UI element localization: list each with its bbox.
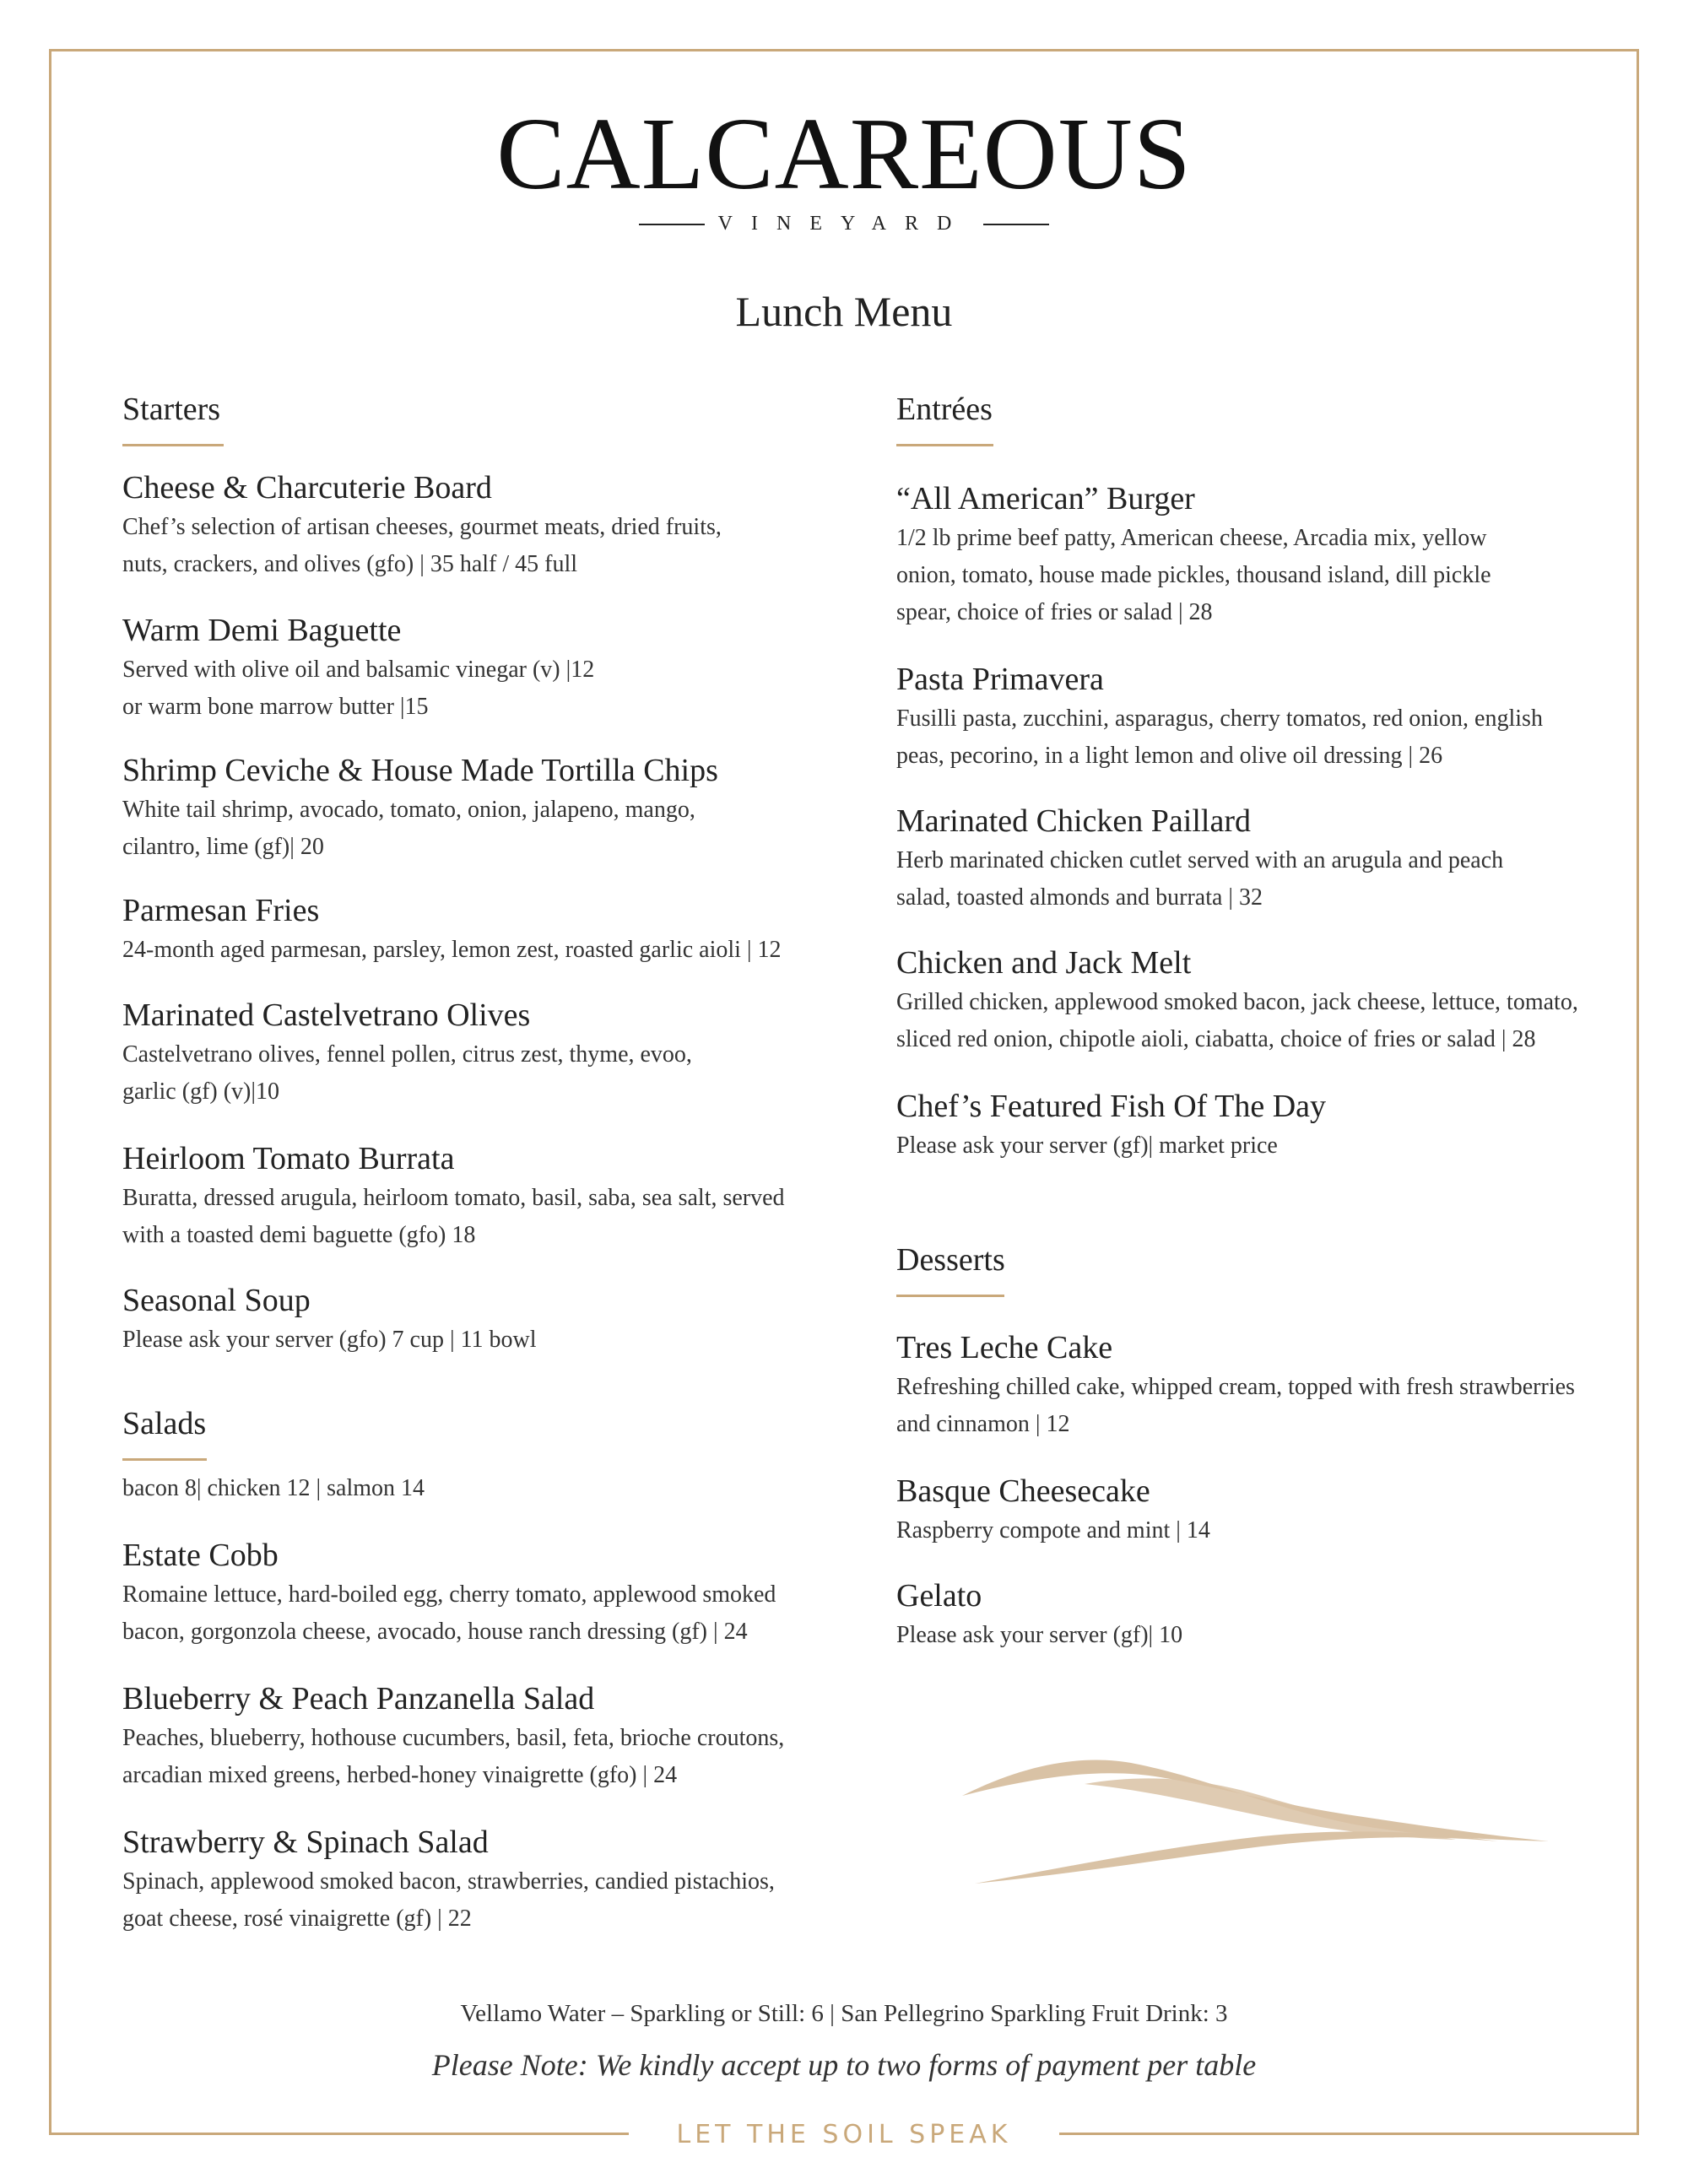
tagline: LET THE SOIL SPEAK bbox=[676, 2120, 1012, 2149]
item-desc: Please ask your server (gf)| market price bbox=[896, 1133, 1278, 1159]
starters-rule bbox=[122, 444, 224, 446]
menu-item bbox=[896, 802, 1656, 916]
item-name: Seasonal Soup bbox=[122, 1283, 311, 1318]
item-desc: Herb marinated chicken cutlet served with an arugula and peach bbox=[896, 847, 1504, 873]
menu-item bbox=[896, 943, 1656, 1058]
menu-item bbox=[122, 611, 882, 726]
menu-item bbox=[122, 1139, 882, 1254]
menu-item bbox=[122, 996, 882, 1111]
subtitle-rule-right bbox=[983, 224, 1049, 225]
brand-subtitle bbox=[0, 213, 1688, 235]
item-desc: onion, tomato, house made pickles, thousand island, dill pickle bbox=[896, 562, 1491, 588]
item-desc: Please ask your server (gf)| 10 bbox=[896, 1622, 1183, 1648]
item-name: Marinated Castelvetrano Olives bbox=[122, 997, 531, 1033]
menu-item bbox=[122, 1536, 882, 1651]
item-name: Chef’s Featured Fish Of The Day bbox=[896, 1089, 1327, 1124]
menu-item bbox=[896, 1328, 1656, 1443]
item-name: Strawberry & Spinach Salad bbox=[122, 1825, 489, 1860]
item-desc: Romaine lettuce, hard-boiled egg, cherry tomato, applewood smoked bbox=[122, 1581, 776, 1608]
item-desc: spear, choice of fries or salad | 28 bbox=[896, 599, 1213, 625]
item-desc: Buratta, dressed arugula, heirloom tomato, basil, saba, sea salt, served bbox=[122, 1185, 785, 1211]
menu-item bbox=[896, 479, 1656, 631]
menu-title: Lunch Menu bbox=[735, 288, 953, 335]
item-desc: and cinnamon | 12 bbox=[896, 1411, 1070, 1437]
desserts-title: Desserts bbox=[896, 1242, 1005, 1278]
item-desc: garlic (gf) (v)|10 bbox=[122, 1078, 279, 1105]
item-desc: cilantro, lime (gf)| 20 bbox=[122, 834, 324, 860]
item-desc: Refreshing chilled cake, whipped cream, topped with fresh strawberries bbox=[896, 1374, 1575, 1400]
item-name: Heirloom Tomato Burrata bbox=[122, 1141, 455, 1176]
item-desc: 1/2 lb prime beef patty, American cheese, Arcadia mix, yellow bbox=[896, 525, 1487, 551]
entrees-rule bbox=[896, 444, 993, 446]
item-desc: 24-month aged parmesan, parsley, lemon zest, roasted garlic aioli | 12 bbox=[122, 937, 782, 963]
item-name: Blueberry & Peach Panzanella Salad bbox=[122, 1681, 595, 1716]
entrees-header bbox=[896, 390, 993, 446]
menu-item bbox=[122, 468, 882, 583]
item-desc: arcadian mixed greens, herbed-honey vinaigrette (gfo) | 24 bbox=[122, 1762, 678, 1788]
item-name: Chicken and Jack Melt bbox=[896, 945, 1192, 981]
item-desc: Peaches, blueberry, hothouse cucumbers, basil, feta, brioche croutons, bbox=[122, 1725, 785, 1751]
desserts-header bbox=[896, 1241, 1005, 1297]
menu-item bbox=[896, 1472, 1656, 1549]
item-name: Estate Cobb bbox=[122, 1538, 279, 1573]
hills-logo-icon bbox=[958, 1747, 1549, 1899]
hill-stroke-front bbox=[1085, 1778, 1456, 1840]
salads-rule bbox=[122, 1458, 207, 1461]
item-desc: salad, toasted almonds and burrata | 32 bbox=[896, 884, 1263, 911]
item-desc: Served with olive oil and balsamic vinegar (v) |12 bbox=[122, 657, 595, 683]
salads-title: Salads bbox=[122, 1406, 207, 1441]
drinks-line: Vellamo Water – Sparkling or Still: 6 | San Pellegrino Sparkling Fruit Drink: 3 bbox=[460, 2000, 1228, 2027]
menu-item bbox=[122, 1679, 882, 1794]
item-name: “All American” Burger bbox=[896, 481, 1195, 516]
item-name: Basque Cheesecake bbox=[896, 1473, 1150, 1509]
menu-item bbox=[122, 751, 882, 866]
item-name: Shrimp Ceviche & House Made Tortilla Chips bbox=[122, 753, 718, 788]
menu-item bbox=[122, 891, 882, 969]
desserts-rule bbox=[896, 1295, 1004, 1297]
item-name: Warm Demi Baguette bbox=[122, 613, 402, 648]
item-desc: with a toasted demi baguette (gfo) 18 bbox=[122, 1222, 476, 1248]
starters-header bbox=[122, 390, 224, 446]
item-desc: Please ask your server (gfo) 7 cup | 11 bowl bbox=[122, 1327, 537, 1353]
item-name: Tres Leche Cake bbox=[896, 1330, 1113, 1365]
item-desc: Castelvetrano olives, fennel pollen, citrus zest, thyme, evoo, bbox=[122, 1041, 692, 1068]
item-desc: Fusilli pasta, zucchini, asparagus, cherry tomatos, red onion, english bbox=[896, 705, 1543, 732]
item-desc: peas, pecorino, in a light lemon and olive oil dressing | 26 bbox=[896, 743, 1443, 769]
item-desc: Raspberry compote and mint | 14 bbox=[896, 1517, 1210, 1543]
starters-title: Starters bbox=[122, 392, 221, 427]
brand-subtitle-text: VINEYARD bbox=[717, 213, 971, 235]
item-desc: White tail shrimp, avocado, tomato, onion, jalapeno, mango, bbox=[122, 797, 695, 823]
menu-item bbox=[896, 1087, 1656, 1165]
menu-item bbox=[896, 1576, 1656, 1654]
item-desc: bacon, gorgonzola cheese, avocado, house ranch dressing (gf) | 24 bbox=[122, 1619, 748, 1645]
salad-addons: bacon 8| chicken 12 | salmon 14 bbox=[122, 1475, 425, 1501]
item-name: Gelato bbox=[896, 1578, 982, 1614]
item-desc: sliced red onion, chipotle aioli, ciabatta, choice of fries or salad | 28 bbox=[896, 1026, 1536, 1052]
item-desc: nuts, crackers, and olives (gfo) | 35 half / 45 full bbox=[122, 551, 578, 577]
item-desc: goat cheese, rosé vinaigrette (gf) | 22 bbox=[122, 1906, 472, 1932]
item-desc: or warm bone marrow butter |15 bbox=[122, 694, 429, 720]
hill-stroke-bottom bbox=[975, 1831, 1498, 1884]
item-name: Pasta Primavera bbox=[896, 662, 1104, 697]
item-desc: Chef’s selection of artisan cheeses, gourmet meats, dried fruits, bbox=[122, 514, 722, 540]
brand-logo: CALCAREOUS bbox=[496, 97, 1192, 211]
subtitle-rule-left bbox=[639, 224, 705, 225]
item-name: Marinated Chicken Paillard bbox=[896, 803, 1251, 839]
salads-header bbox=[122, 1404, 207, 1461]
item-desc: Grilled chicken, applewood smoked bacon, jack cheese, lettuce, tomato, bbox=[896, 989, 1578, 1015]
item-name: Cheese & Charcuterie Board bbox=[122, 470, 492, 505]
menu-item bbox=[896, 660, 1656, 775]
item-name: Parmesan Fries bbox=[122, 893, 320, 928]
item-desc: Spinach, applewood smoked bacon, strawberries, candied pistachios, bbox=[122, 1868, 775, 1895]
menu-item bbox=[122, 1281, 882, 1359]
entrees-title: Entrées bbox=[896, 392, 993, 427]
menu-item bbox=[122, 1823, 882, 1938]
payment-note: Please Note: We kindly accept up to two forms of payment per table bbox=[431, 2048, 1257, 2082]
